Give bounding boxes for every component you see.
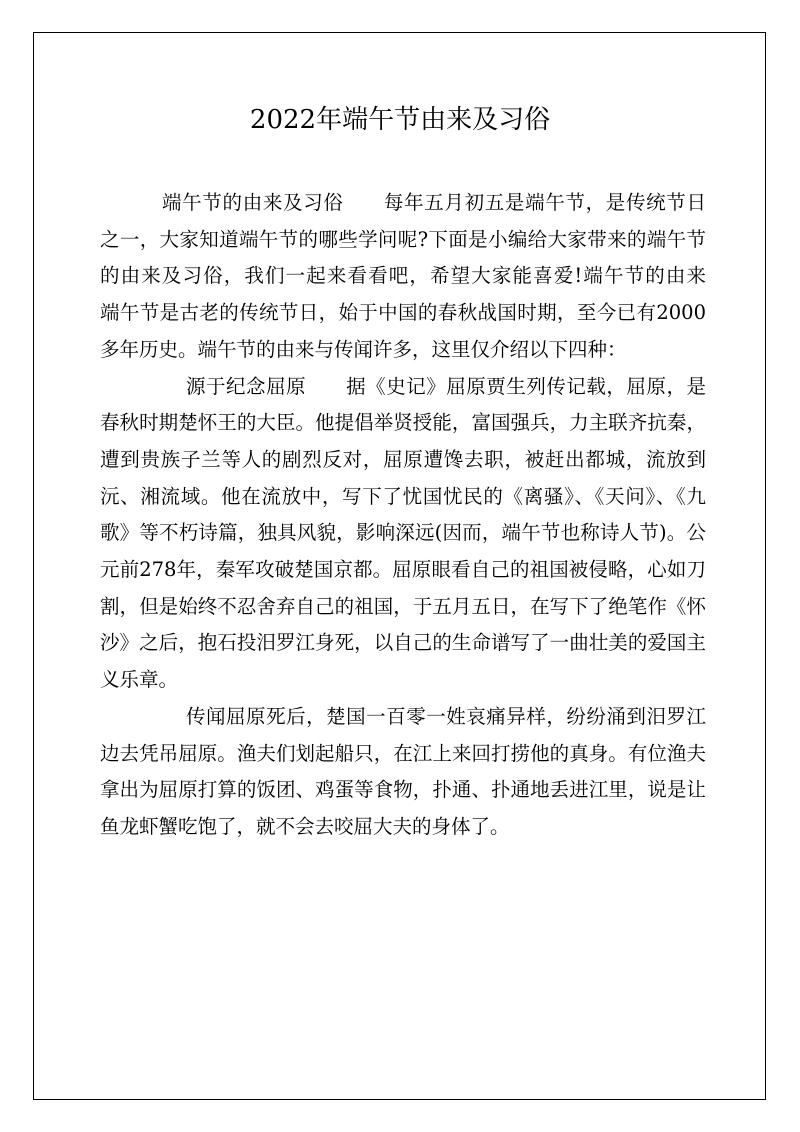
document-body (100, 185, 746, 846)
document-title: 2022年端午节由来及习俗 (249, 105, 551, 135)
paragraph-intro: 端午节的由来及习俗 每年五月初五是端午节，是传统节日之一，大家知道端午节的哪些学问呢?下面是小编给大家带来的端午节的由来及习俗，我们一起来看看吧，希望大家能喜爱!端午节的由来 端午节是古老的传统节日，始于中国的春秋战国时期，至今已有2000多年历史。端午节的由来与传闻许多，这里仅介绍以下四种： (100, 191, 746, 361)
paragraph-quyuan-legend: 传闻屈原死后，楚国一百零一姓哀痛异样，纷纷涌到汨罗江边去凭吊屈原。渔夫们划起船只，在江上来回打捞他的真身。有位渔夫拿出为屈原打算的饭团、鸡蛋等食物，扑通、扑通地丢进江里，说是让鱼龙虾蟹吃饱了，就不会去咬屈大夫的身体了。 (100, 704, 706, 838)
paragraph-quyuan-origin: 源于纪念屈原 据《史记》屈原贾生列传记载，屈原，是春秋时期楚怀王的大臣。他提倡举贤授能，富国强兵，力主联齐抗秦，遭到贵族子兰等人的剧烈反对，屈原遭馋去职，被赶出都城，流放到沅、湘流域。他在流放中，写下了忧国忧民的《离骚》、《天问》、《九歌》等不朽诗篇，独具风貌，影响深远(因而，端午节也称诗人节)。公元前278年，秦军攻破楚国京都。屈原眼看自己的祖国被侵略，心如刀割，但是始终不忍舍弃自己的祖国，于五月五日，在写下了绝笔作《怀沙》之后，抱石投汨罗江身死，以自己的生命谱写了一曲壮美的爱国主义乐章。 (100, 374, 706, 692)
